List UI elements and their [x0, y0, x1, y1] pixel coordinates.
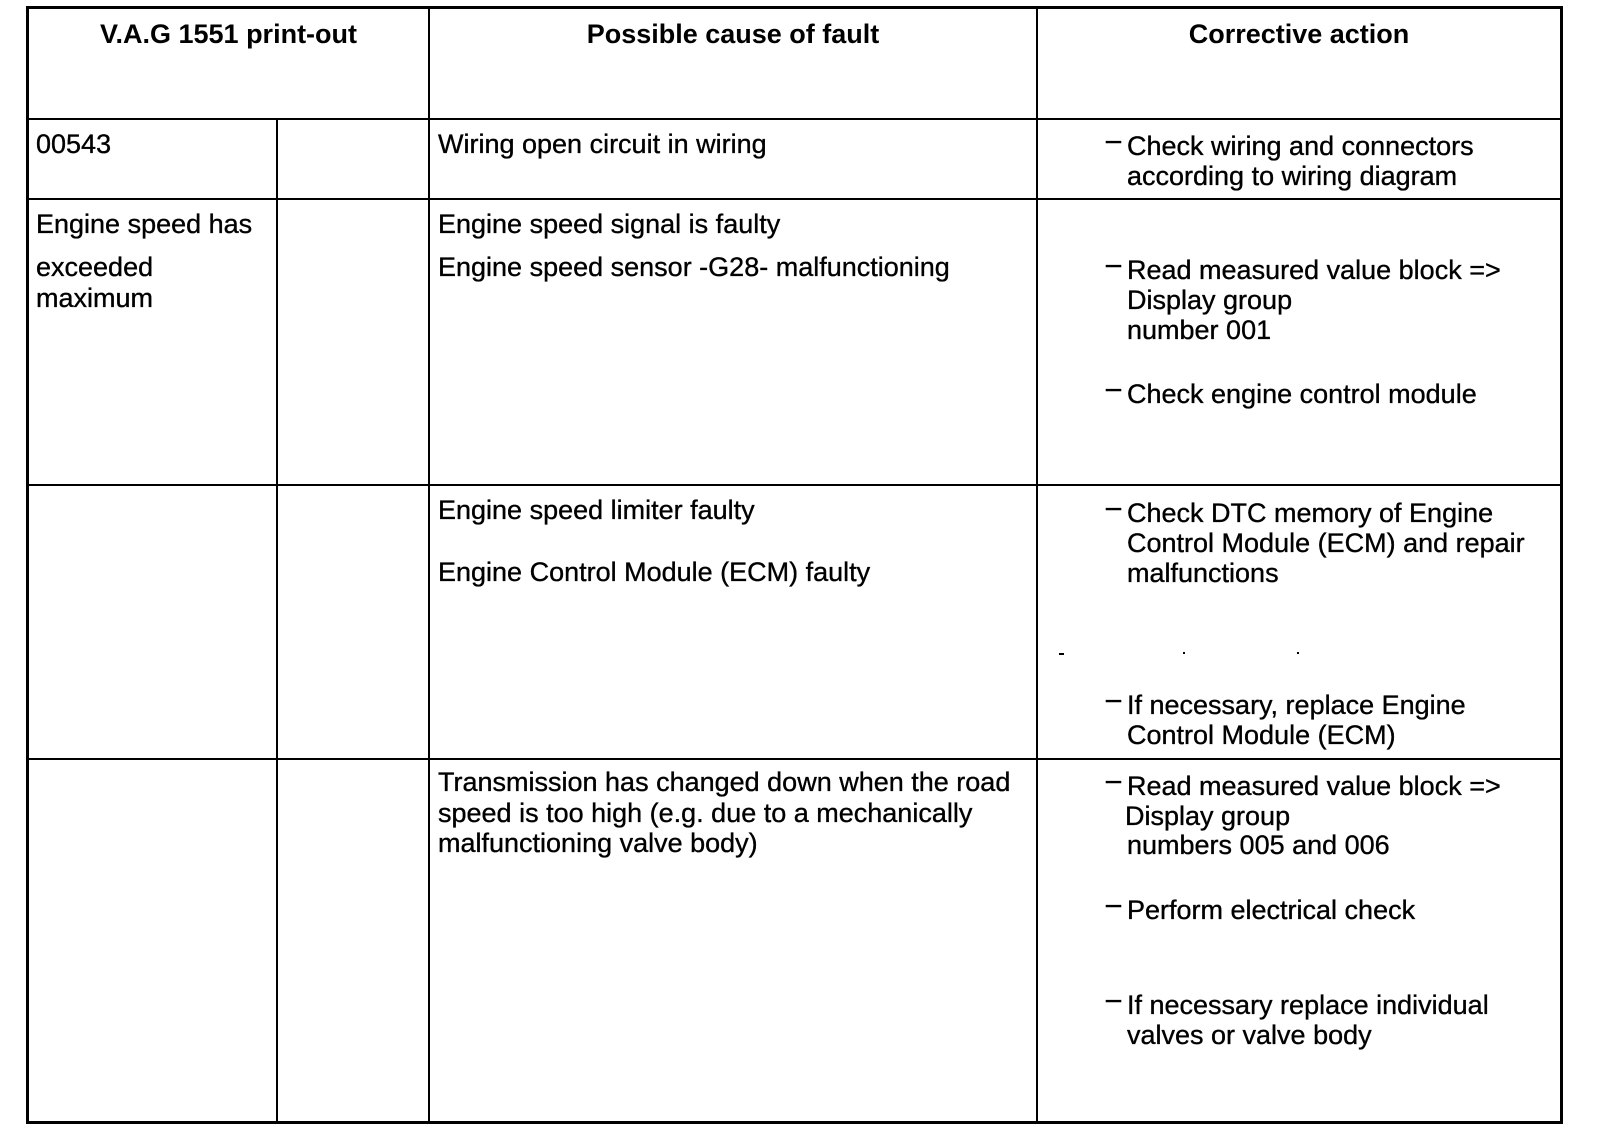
action-text-line: Check engine control module	[1127, 379, 1477, 409]
action-text-line: Check wiring and connectors	[1127, 131, 1474, 161]
fault-description-line: maximum	[36, 283, 154, 313]
fault-code: 00543	[36, 129, 112, 159]
fault-description-line: Engine speed has	[36, 209, 253, 239]
action-text-line: Read measured value block =>	[1127, 255, 1501, 285]
action-text-line: malfunctions	[1127, 558, 1279, 588]
action-text-line: If necessary, replace Engine	[1127, 690, 1466, 720]
action-text-line: Control Module (ECM) and repair	[1127, 528, 1525, 558]
action-text-line: Check DTC memory of Engine	[1127, 498, 1494, 528]
action-text-line: according to wiring diagram	[1127, 161, 1458, 191]
bullet-dash: –	[1106, 125, 1122, 155]
header-printout: V.A.G 1551 print-out	[99, 19, 358, 49]
cause-text-line: malfunctioning valve body)	[438, 828, 758, 858]
bullet-dash: –	[1106, 889, 1122, 919]
bullet-dash: –	[1106, 684, 1122, 714]
bullet-dash: –	[1106, 984, 1122, 1014]
action-text-line: Control Module (ECM)	[1127, 720, 1396, 750]
action-text-line: Display group	[1127, 285, 1293, 315]
column-divider-cause	[428, 9, 430, 1121]
cause-text-line: Transmission has changed down when the road	[438, 767, 1011, 797]
cause-text-line: Engine Control Module (ECM) faulty	[438, 557, 871, 587]
bullet-dash: –	[1106, 249, 1122, 279]
bullet-dash: –	[1106, 373, 1122, 403]
header-possible-cause: Possible cause of fault	[586, 19, 880, 49]
column-divider-action	[1036, 9, 1038, 1121]
bullet-dash: –	[1106, 492, 1122, 522]
cause-text-line: Engine speed limiter faulty	[438, 495, 755, 525]
action-text-line: Read measured value block =>	[1127, 771, 1501, 801]
cause-text-line: Engine speed signal is faulty	[438, 209, 781, 239]
cause-text-line: speed is too high (e.g. due to a mechanically	[438, 798, 973, 828]
header-row-divider	[29, 118, 1560, 120]
fault-description-line: exceeded	[36, 252, 154, 282]
row-divider	[29, 758, 1560, 760]
action-text-line: Display group	[1125, 801, 1291, 831]
bullet-dash: –	[1106, 765, 1122, 795]
cause-text-line: Engine speed sensor -G28- malfunctioning	[438, 252, 950, 282]
action-text-line: number 001	[1127, 315, 1272, 345]
row-divider	[29, 484, 1560, 486]
column-divider-printout-sub	[276, 118, 278, 1121]
row-divider	[29, 198, 1560, 200]
scan-artifact-mark	[1183, 652, 1185, 654]
scan-artifact-mark	[1297, 652, 1299, 654]
scan-artifact-mark	[1059, 653, 1064, 655]
action-text-line: valves or valve body	[1127, 1020, 1372, 1050]
action-text-line: numbers 005 and 006	[1127, 830, 1390, 860]
action-text-line: Perform electrical check	[1127, 895, 1416, 925]
action-text-line: If necessary replace individual	[1127, 990, 1489, 1020]
cause-text-line: Wiring open circuit in wiring	[438, 129, 767, 159]
header-corrective-action: Corrective action	[1188, 19, 1410, 49]
